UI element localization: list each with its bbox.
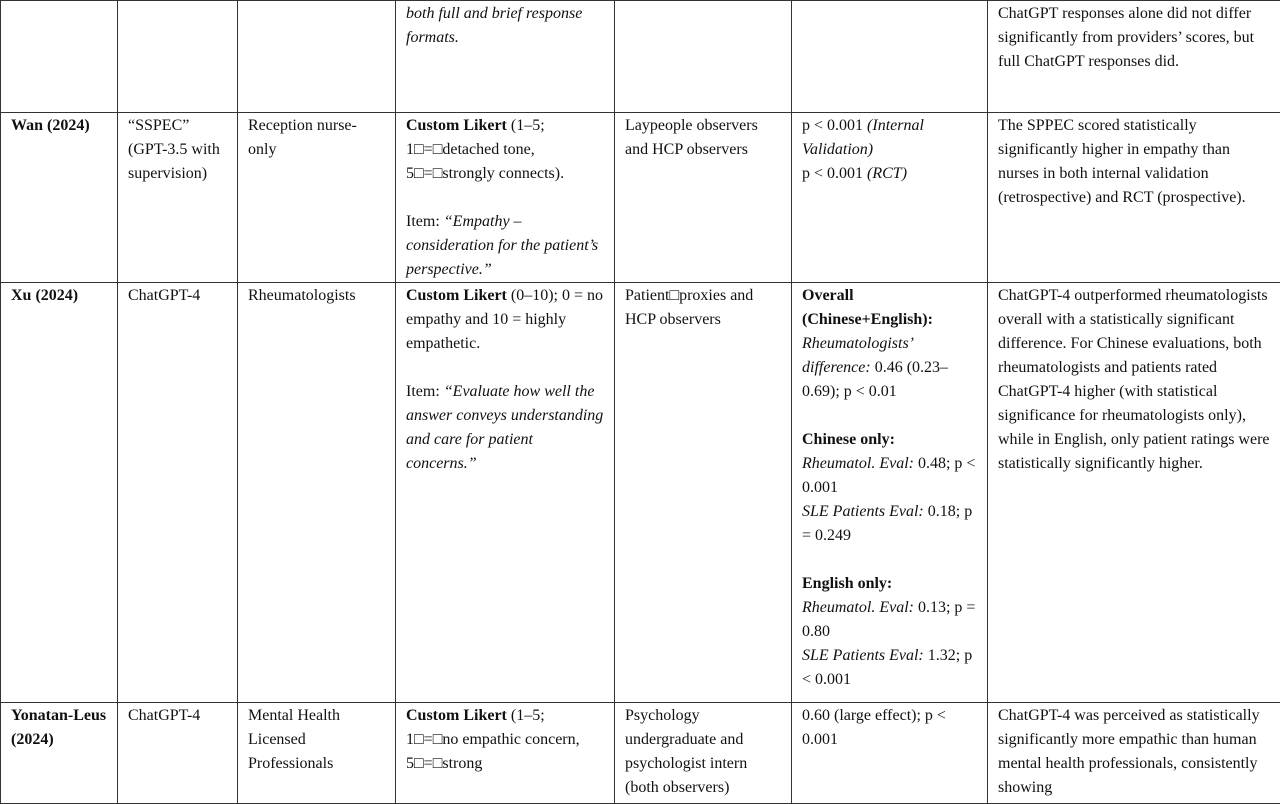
scale-item-label: Item:	[406, 383, 444, 400]
conclusion-cell: The SPPEC scored statistically significantly higher in empathy than nurses in both internal validation (retrospective) and RCT (prospective).	[988, 113, 1280, 283]
model-cell: “SSPEC” (GPT-3.5 with supervision)	[118, 113, 238, 283]
results-cell	[792, 1, 988, 113]
scale-continuation-text: both full and brief response formats.	[406, 5, 582, 46]
comparator-cell: Reception nurse-only	[238, 113, 396, 283]
conclusion-cell: ChatGPT-4 was perceived as statistically significantly more empathic than human mental health professionals, consistently showing	[988, 703, 1280, 804]
scale-definition-line-1: (1–5;	[511, 117, 545, 134]
conclusion-cell: ChatGPT-4 outperformed rheumatologists overall with a statistically significant difference. For Chinese evaluations, both rheumatologists and patients rated ChatGPT-4 higher (with statistical significance for rheumatologists only), while in English, only patient ratings were statistically significantly higher.	[988, 283, 1280, 703]
evaluators-cell	[615, 1, 792, 113]
scale-definition: (0–10); 0 = no empathy and 10 = highly empathetic.	[406, 287, 603, 352]
result-note: (Internal Validation)	[802, 117, 924, 158]
scale-name: Custom Likert	[406, 707, 507, 724]
scale-item-label: Item:	[406, 213, 444, 230]
study-name: Wan (2024)	[11, 117, 90, 134]
comparator-cell: Mental Health Licensed Professionals	[238, 703, 396, 804]
results-cell	[792, 283, 988, 703]
results-cell: 0.60 (large effect); p < 0.001	[792, 703, 988, 804]
scale-definition-line-3: 5□=□strongly connects).	[406, 165, 564, 182]
evaluators-cell: Psychology undergraduate and psychologist intern (both observers)	[615, 703, 792, 804]
table-row	[1, 1, 1280, 113]
evaluators-cell: Patient□proxies and HCP observers	[615, 283, 792, 703]
results-heading-chinese: Chinese only:	[802, 431, 895, 448]
results-heading-english: English only:	[802, 575, 892, 592]
scale-cell	[396, 113, 615, 283]
scale-name: Custom Likert	[406, 287, 507, 304]
scale-definition-line-2: 1□=□detached tone,	[406, 141, 535, 158]
scale-name: Custom Likert	[406, 117, 507, 134]
scale-definition-line-1: (1–5;	[511, 707, 545, 724]
result-value: p < 0.001	[802, 165, 867, 182]
study-name: Xu (2024)	[11, 287, 78, 304]
scale-cell	[396, 703, 615, 804]
scale-item-text: “Evaluate how well the answer conveys understanding and care for patient concerns.”	[406, 383, 603, 472]
result-label: SLE Patients Eval:	[802, 503, 924, 520]
study-cell	[1, 113, 118, 283]
result-note: (RCT)	[867, 165, 907, 182]
result-value: 0.48; p < 0.001	[802, 455, 975, 496]
model-cell	[118, 1, 238, 113]
comparator-cell: Rheumatologists	[238, 283, 396, 703]
model-cell: ChatGPT-4	[118, 283, 238, 703]
study-name: Yonatan-Leus (2024)	[11, 707, 106, 748]
table-row	[1, 703, 1280, 804]
results-cell	[792, 113, 988, 283]
scale-item-text: “Empathy – consideration for the patient’s perspective.”	[406, 213, 598, 278]
model-cell: ChatGPT-4	[118, 703, 238, 804]
scale-cell	[396, 1, 615, 113]
result-value: p < 0.001	[802, 117, 867, 134]
table-row	[1, 283, 1280, 703]
study-cell	[1, 283, 118, 703]
result-value: 1.32; p < 0.001	[802, 647, 972, 688]
results-heading-overall: Overall (Chinese+English):	[802, 287, 933, 328]
study-cell	[1, 1, 118, 113]
evaluators-cell: Laypeople observers and HCP observers	[615, 113, 792, 283]
result-label: SLE Patients Eval:	[802, 647, 924, 664]
comparator-cell	[238, 1, 396, 113]
result-value: 0.46 (0.23–0.69); p < 0.01	[802, 359, 948, 400]
result-label: Rheumatologists’ difference:	[802, 335, 912, 376]
study-cell	[1, 703, 118, 804]
table-row	[1, 113, 1280, 283]
result-value: 0.13; p = 0.80	[802, 599, 975, 640]
result-label: Rheumatol. Eval:	[802, 455, 914, 472]
conclusion-cell: ChatGPT responses alone did not differ significantly from providers’ scores, but full ChatGPT responses did.	[988, 1, 1280, 113]
result-value: 0.18; p = 0.249	[802, 503, 972, 544]
result-label: Rheumatol. Eval:	[802, 599, 914, 616]
scale-cell	[396, 283, 615, 703]
scale-definition-line-2: 1□=□no empathic concern, 5□=□strong	[406, 731, 580, 772]
